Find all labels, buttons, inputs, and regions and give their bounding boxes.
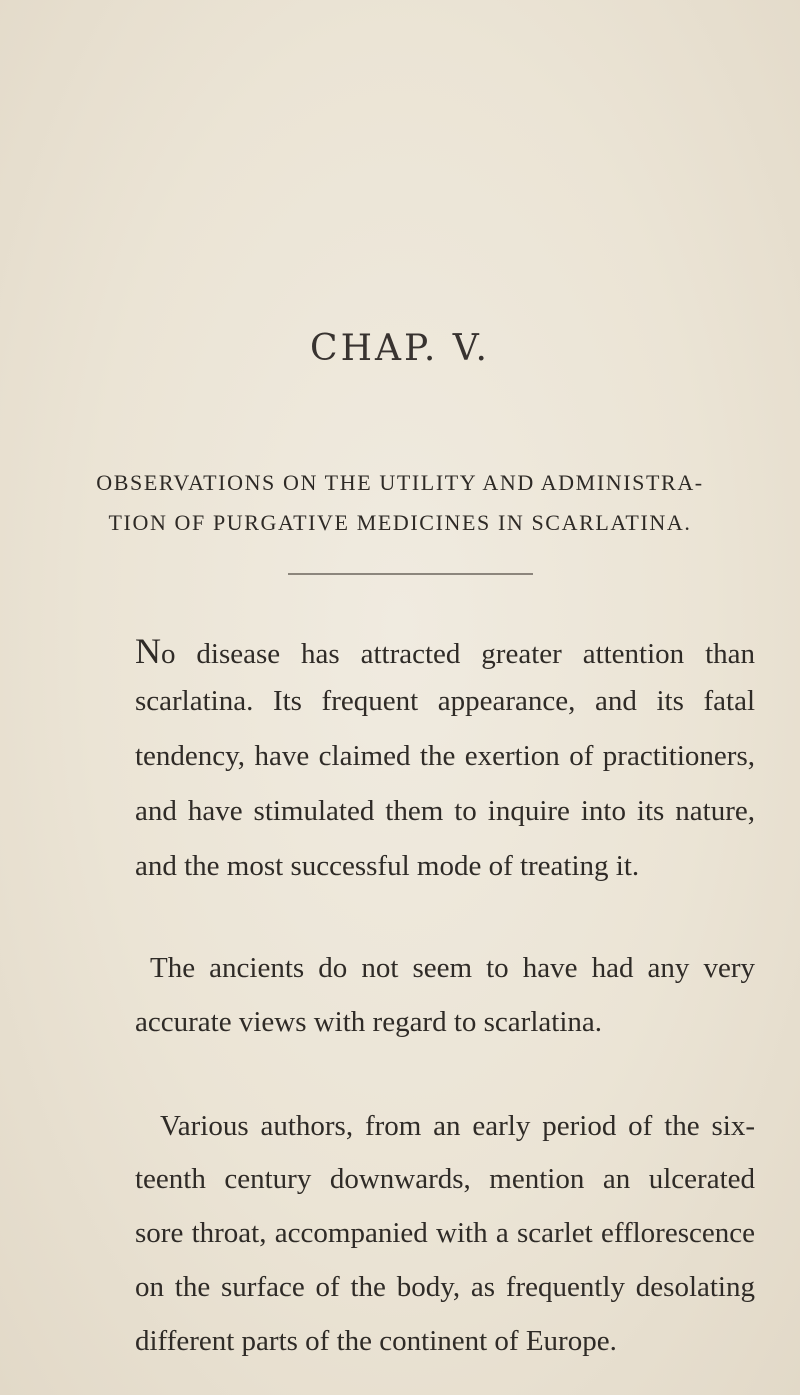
paragraph-1-line-2: scarlatina. Its frequent appearance, and its fatal: [135, 685, 755, 717]
paragraph-2-line-1: The ancients do not seem to have had any very: [150, 952, 755, 984]
section-divider: [288, 573, 533, 575]
paragraph-1-line-3: tendency, have claimed the exertion of practitioners,: [135, 740, 755, 772]
paragraph-1-line-1: [135, 630, 755, 672]
paragraph-3-line-5: different parts of the continent of Europe.: [135, 1325, 617, 1357]
paragraph-line: o disease has attracted greater attention than: [161, 638, 755, 670]
chapter-subtitle-line-1: OBSERVATIONS ON THE UTILITY AND ADMINISTRA-: [96, 470, 704, 495]
paragraph-3-line-1: Various authors, from an early period of the six-: [160, 1110, 755, 1142]
paragraph-1-line-5: and the most successful mode of treating it.: [135, 850, 640, 882]
paragraph-1-line-4: and have stimulated them to inquire into its nature,: [135, 795, 755, 827]
chapter-subtitle-line-2: TION OF PURGATIVE MEDICINES IN SCARLATINA.: [108, 510, 692, 535]
paragraph-2-line-2: accurate views with regard to scarlatina.: [135, 1006, 603, 1038]
drop-cap: N: [135, 631, 161, 671]
paragraph-3-line-4: on the surface of the body, as frequently desolating: [135, 1271, 755, 1303]
paragraph-3-line-3: sore throat, accompanied with a scarlet efflorescence: [135, 1217, 755, 1249]
paragraph-3-line-2: teenth century downwards, mention an ulcerated: [135, 1163, 755, 1195]
chapter-title: CHAP. V.: [310, 328, 490, 369]
